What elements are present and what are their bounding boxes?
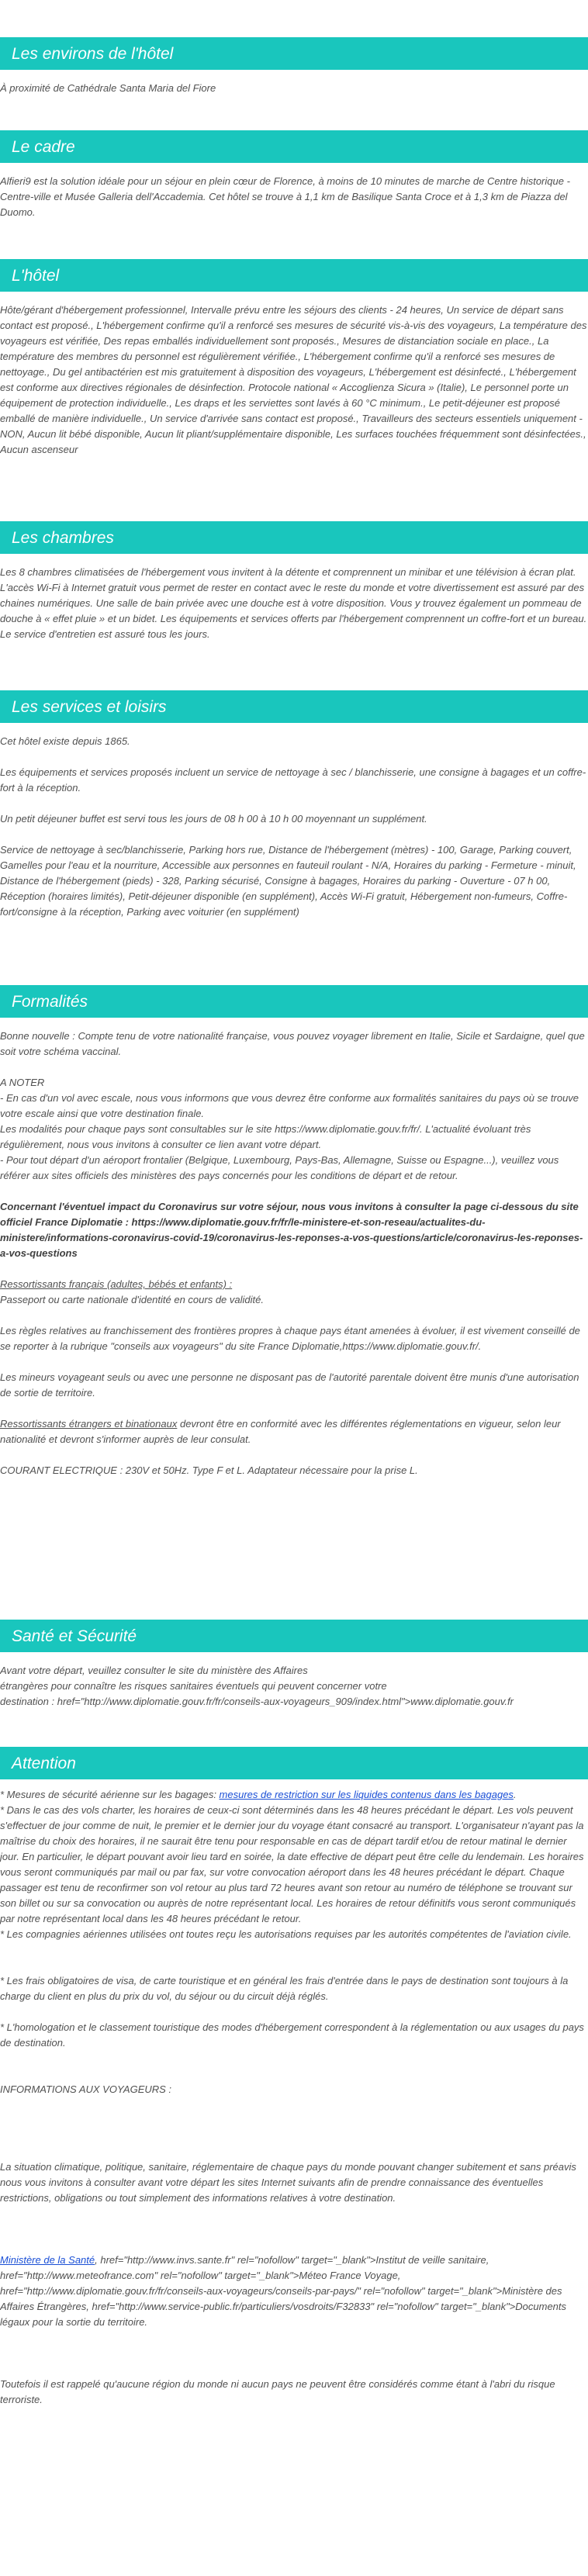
- section-cadre: [0, 130, 588, 236]
- foreign-nationals-title: Ressortissants étrangers et binationaux: [0, 1418, 178, 1430]
- foreign-nationals: [0, 1416, 588, 1447]
- section-formalites: [0, 985, 588, 1494]
- section-title: Les environs de l'hôtel: [0, 37, 588, 70]
- note-title: A NOTER: [0, 1077, 45, 1088]
- hotel-text: Hôte/gérant d'hébergement professionnel, Intervalle prévu entre les séjours des clients - 24 heures, Un service de départ sans contact est proposé., L'hébergement confirme qu'il a renforcé ses mesures de sécurité vis-à-vis des voyageurs, La température des voyageurs est vérifiée, Des repas emballés individuellement sont proposés., Mesures de distanciation sociale en place., La température des membres du personnel est régulièrement vérifiée., L'hébergement confirme qu'il a renforcé ses mesures de nettoyage., Du gel antibactérien est mis gratuitement à disposition des voyageurs, L'hébergement est désinfecté., L'hébergement est conforme aux directives régionales de désinfection. Protocole national « Accoglienza Sicura » (Italie), Le personnel porte un équipement de protection individuelle., Les draps et les serviettes sont lavés à 60 °C minimum., Le petit-déjeuner est proposé emballé de manière individuelle., Un service d'arrivée sans contact est proposé., Travailleurs des secteurs essentiels uniquement - NON, Aucun lit bébé disponible, Aucun lit pliant/supplémentaire disponible, Les surfaces touchées fréquemment sont désinfectées., Aucun ascenseur: [0, 304, 587, 455]
- formalites-intro: Bonne nouvelle : Compte tenu de votre nationalité française, vous pouvez voyager librement en Italie, Sicile et Sardaigne, quel que soit votre schéma vaccinal.: [0, 1030, 585, 1057]
- section-environs: [0, 37, 588, 112]
- section-title: Les chambres: [0, 521, 588, 554]
- section-title: Formalités: [0, 985, 588, 1018]
- services-breakfast: Un petit déjeuner buffet est servi tous les jours de 08 h 00 à 10 h 00 moyennant un supplément.: [0, 813, 427, 825]
- french-nationals: [0, 1277, 588, 1308]
- note-line: Les modalités pour chaque pays sont consultables sur le site https://www.diplomatie.gouv.fr/fr/. L'actualité évoluant très régulièrement, nous vous invitons à consulter ce lien avant votre départ.: [0, 1123, 531, 1150]
- visa-fees: * Les frais obligatoires de visa, de carte touristique et en général les frais d'entrée dans le pays de destination sont toujours à la charge du client en plus du prix du vol, du séjour ou du circuit déjà réglés.: [0, 1975, 569, 2002]
- section-attention: [0, 1747, 588, 2408]
- services-equipment: Les équipements et services proposés incluent un service de nettoyage à sec / blanchisserie, une consigne à bagages et un coffre-fort à la réception.: [0, 766, 586, 794]
- note-block: [0, 1075, 588, 1184]
- travellers-info-title: INFORMATIONS AUX VOYAGEURS :: [0, 2083, 172, 2095]
- liquids-restriction-link[interactable]: mesures de restriction sur les liquides contenus dans les bagages: [219, 1789, 514, 1800]
- section-title: Santé et Sécurité: [0, 1620, 588, 1652]
- terrorism-notice: Toutefois il est rappelé qu'aucune région du monde ni aucun pays ne peuvent être considérés comme étant à l'abri du risque terroriste.: [0, 2378, 555, 2405]
- section-hotel: [0, 259, 588, 473]
- minors-notice: Les mineurs voyageant seuls ou avec une personne ne disposant pas de l'autorité parentale doivent être munis d'une autorisation de sortie de territoire.: [0, 1371, 579, 1399]
- baggage-rules: * Mesures de sécurité aérienne sur les bagages: mesures de restriction sur les liquides contenus dans les bagages.: [0, 1789, 517, 1800]
- french-nationals-text: Passeport ou carte nationale d'identité en cours de validité.: [0, 1294, 264, 1305]
- foreign-nationals-text: devront être en conformité avec les différentes réglementations en vigueur, selon leur nationalité et devront s'informer auprès de leur consulat.: [0, 1418, 561, 1445]
- section-sante: [0, 1620, 588, 1710]
- chambres-text: Les 8 chambres climatisées de l'hébergement vous invitent à la détente et comprennent un minibar et une télévision à écran plat. L'accès Wi-Fi à Internet gratuit vous permet de rester en contact avec le reste du monde et votre divertissement est assuré par des chaines numériques. Une salle de bain privée avec une douche est à votre disposition. Vous y trouvez également un pommeau de douche à « effet pluie » et un bidet. Les équipements et services offerts par l'hébergement comprennent un coffre-fort et un bureau. Le service d'entretien est assuré tous les jours.: [0, 566, 587, 640]
- section-services: [0, 690, 588, 935]
- section-title: Le cadre: [0, 130, 588, 163]
- section-chambres: [0, 521, 588, 658]
- note-line: - Pour tout départ d'un aéroport frontalier (Belgique, Luxembourg, Pays-Bas, Allemagne, Suisse ou Espagne...), veuillez vous référer aux sites officiels des ministères des pays concernés pour les conditions de départ et de retour.: [0, 1154, 559, 1181]
- french-nationals-title: Ressortissants français (adultes, bébés et enfants) :: [0, 1278, 233, 1290]
- airlines-authorization: * Les compagnies aériennes utilisées ont toutes reçu les autorisations requises par les autorités compétentes de l'aviation civile.: [0, 1928, 572, 1940]
- section-title: Les services et loisirs: [0, 690, 588, 723]
- environs-text: À proximité de Cathédrale Santa Maria del Fiore: [0, 82, 216, 94]
- section-title: L'hôtel: [0, 259, 588, 292]
- note-line: - En cas d'un vol avec escale, nous vous informons que vous devrez être conforme aux formalités sanitaires du pays où se trouve votre escale ainsi que votre destination finale.: [0, 1092, 579, 1119]
- charter-flights: * Dans le cas des vols charter, les horaires de ceux-ci sont déterminés dans les 48 heures précédant le départ. Les vols peuvent s'effectuer de jour comme de nuit, le premier et le dernier jour du voyage étant consacré au transport. L'organisateur n'ayant pas la maîtrise du choix des horaires, il ne saurait être tenu pour responsable en cas de départ tardif et/ou de retour matinal le dernier jour. En particulier, le départ pouvant avoir lieu tard en soirée, la date effective de départ peut être celle du lendemain. Les horaires vous seront communiqués par mail ou par fax, sur votre convocation aéroport dans les 48 heures précédant le départ. Chaque passager est tenu de reconfirmer son vol retour au plus tard 72 heures avant son retour au numéro de téléphone se trouvant sur son billet ou sur sa convocation ou auprès de notre représentant local. Les horaires de retour définitifs vous seront communiqués par notre représentant local dans les 48 heures précédant le retour.: [0, 1804, 584, 1924]
- section-title: Attention: [0, 1747, 588, 1779]
- electric-current: COURANT ELECTRIQUE : 230V et 50Hz. Type F et L. Adaptateur nécessaire pour la prise L.: [0, 1464, 418, 1476]
- accommodation-rating: * L'homologation et le classement touristique des modes d'hébergement correspondent à la réglementation ou aux usages du pays de destination.: [0, 2021, 584, 2049]
- services-history: Cet hôtel existe depuis 1865.: [0, 735, 130, 747]
- covid-notice: Concernant l'éventuel impact du Coronavirus sur votre séjour, nous vous invitons à consulter la page ci-dessous du site officiel France Diplomatie : https://www.diplomatie.gouv.fr/fr/le-ministere-et-son-reseau/actualites-du-ministere/informations-coronavirus-covid-19/coronavirus-les-reponses-a-vos-questions/article/coronavirus-les-reponses-a-vos-questions: [0, 1201, 583, 1259]
- sante-line: destination : href="http://www.diplomatie.gouv.fr/fr/conseils-aux-voyageurs_909/index.html">www.diplomatie.gouv.fr: [0, 1696, 514, 1707]
- official-links: Ministère de la Santé, href="http://www.invs.sante.fr" rel="nofollow" target="_blank">Institut de veille sanitaire, href="http://www.meteofrance.com" rel="nofollow" target="_blank">Méteo France Voyage, href="http://www.diplomatie.gouv.fr/fr/conseils-aux-voyageurs/conseils-par-pays/" rel="nofollow" target="_blank">Ministère des Affaires Étrangères, href="http://www.service-public.fr/particuliers/vosdroits/F32833" rel="nofollow" target="_blank">Documents légaux pour la sortie du territoire.: [0, 2254, 567, 2328]
- sante-line: étrangères pour connaître les risques sanitaires éventuels qui peuvent concerner votre: [0, 1680, 387, 1692]
- cadre-text: Alfieri9 est la solution idéale pour un séjour en plein cœur de Florence, à moins de 10 minutes de marche de Centre historique - Centre-ville et Musée Galleria dell'Accademia. Cet hôtel se trouve à 1,1 km de Basilique Santa Croce et à 1,3 km de Piazza del Duomo.: [0, 175, 570, 218]
- border-rules: Les règles relatives au franchissement des frontières propres à chaque pays étant amenées à évoluer, il est vivement conseillé de se reporter à la rubrique "conseils aux voyageurs" du site France Diplomatie,https://www.diplomatie.gouv.fr/.: [0, 1325, 580, 1352]
- health-ministry-link[interactable]: Ministère de la Santé: [0, 2254, 95, 2266]
- services-list: Service de nettoyage à sec/blanchisserie, Parking hors rue, Distance de l'hébergement (mètres) - 100, Garage, Parking couvert, Gamelles pour l'eau et la nourriture, Accessible aux personnes en fauteuil roulant - N/A, Horaires du parking - Fermeture - minuit, Distance de l'hébergement (pieds) - 328, Parking sécurisé, Consigne à bagages, Horaires du parking - Ouverture - 07 h 00, Réception (horaires limités), Petit-déjeuner disponible (en supplément), Accès Wi-Fi gratuit, Hébergement non-fumeurs, Coffre-fort/consigne à la réception, Parking avec voiturier (en supplément): [0, 844, 576, 918]
- travellers-info-text: La situation climatique, politique, sanitaire, réglementaire de chaque pays du monde pouvant changer subitement et sans préavis nous vous invitons à consulter avant votre départ les sites Internet suivants afin de prendre connaissance des éventuelles restrictions, obligations ou tout simplement des informations relatives à votre destination.: [0, 2161, 576, 2204]
- sante-line: Avant votre départ, veuillez consulter le site du ministère des Affaires: [0, 1665, 308, 1676]
